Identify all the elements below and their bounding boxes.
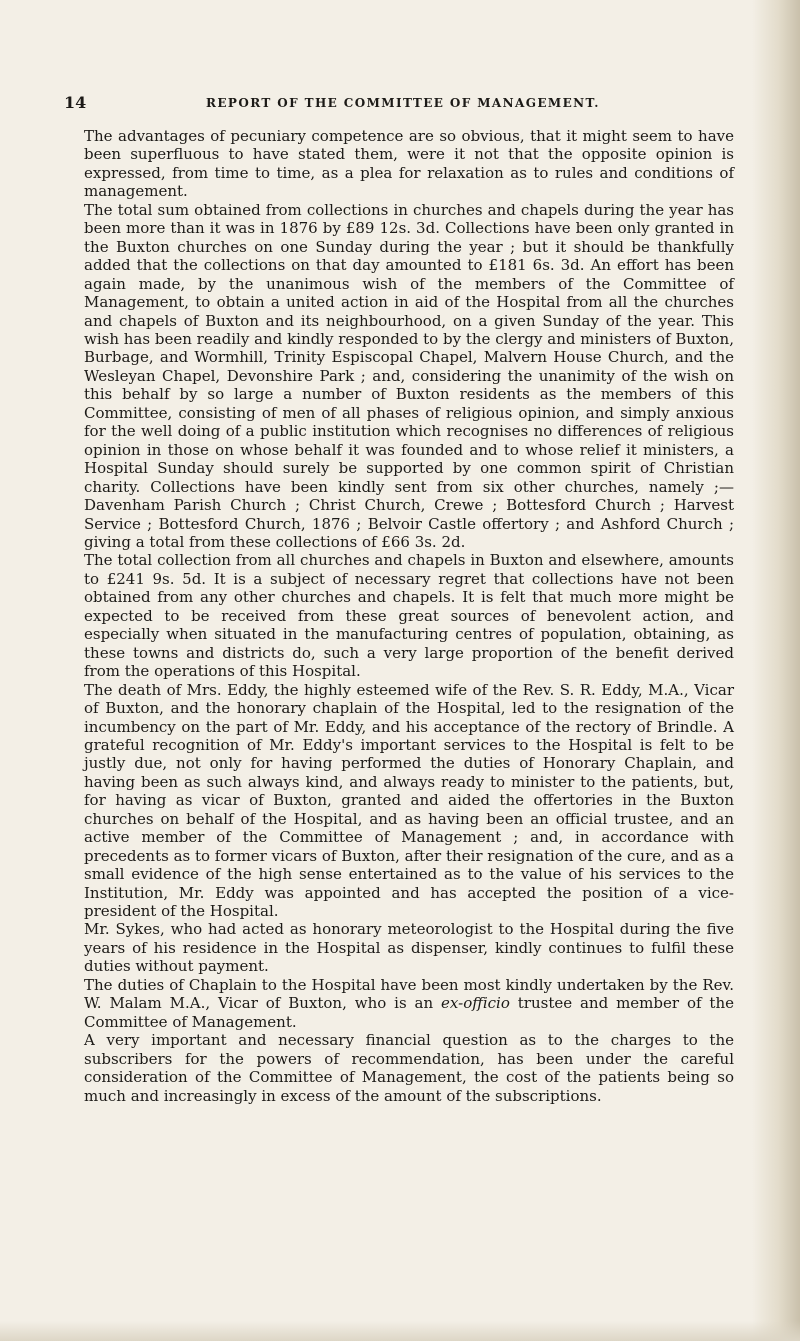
page-header [64, 93, 736, 113]
page-edge-shadow [752, 0, 800, 1341]
running-head: REPORT OF THE COMMITTEE OF MANAGEMENT. [206, 96, 600, 110]
paragraph-total-collection: The total collection from all churches and chapels in Buxton and elsewhere, amounts to £241 9s. 5d. It is a subject of necessary regret that collections have not been obtained from any other churches and chapels. It is felt that much more might be expected to be received from these great sources of benevolent action, and especially when situated in the manufacturing centres of population, obtaining, as these towns and districts do, such a very large proportion of the benefit derived from the operations of this Hospital. [84, 551, 734, 681]
chaplain-text-italic: ex-officio [441, 994, 510, 1013]
paragraph-chaplain-duties [84, 976, 734, 1031]
paragraph-mr-sykes: Mr. Sykes, who had acted as honorary meteorologist to the Hospital during the five years of his residence in the Hospital as dispenser, kindly continues to fulfil these duties without payment. [84, 920, 734, 976]
page-number: 14 [64, 93, 87, 112]
page-bottom-shadow [0, 1321, 800, 1341]
body-text [84, 127, 734, 1105]
paragraph-pecuniary-competence: The advantages of pecuniary competence are so obvious, that it might seem to have been superfluous to have stated them, were it not that the opposite opinion is expressed, from time to time, as a plea for relaxation as to rules and conditions of management. [84, 127, 734, 201]
paragraph-church-collections: The total sum obtained from collections in churches and chapels during the year has been more than it was in 1876 by £89 12s. 3d. Collections have been only granted in the Buxton churches on one Sunday during the year ; but it should be thankfully added that the collections on that day amounted to £181 6s. 3d. An effort has been again made, by the unanimous wish of the members of the Committee of Management, to obtain a united action in aid of the Hospital from all the churches and chapels of Buxton and its neighbourhood, on a given Sunday of the year. This wish has been readily and kindly responded to by the clergy and ministers of Buxton, Burbage, and Wormhill, Trinity Espiscopal Chapel, Malvern House Church, and the Wesleyan Chapel, Devonshire Park ; and, considering the unanimity of the wish on this behalf by so large a number of Buxton residents as the members of this Committee, consisting of men of all phases of religious opinion, and simply anxious for the well doing of a public institution which recognises no differences of religious opinion in those on whose behalf it was founded and to whose relief it ministers, a Hospital Sunday should surely be supported by one common spirit of Christian charity. Collections have been kindly sent from six other churches, namely ;—Davenham Parish Church ; Christ Church, Crewe ; Bottesford Church ; Harvest Service ; Bottesford Church, 1876 ; Belvoir Castle offertory ; and Ashford Church ; giving a total from these collections of £66 3s. 2d. [84, 200, 734, 551]
paragraph-financial-question: A very important and necessary financial question as to the charges to the subscribers for the powers of recommendation, has been under the careful consideration of the Committee of Management, the cost of the patients being so much and increasingly in excess of the amount of the subscriptions. [84, 1031, 734, 1105]
paragraph-mrs-eddy: The death of Mrs. Eddy, the highly esteemed wife of the Rev. S. R. Eddy, M.A., Vicar of Buxton, and the honorary chaplain of the Hospital, led to the resignation of the incumbency on the part of Mr. Eddy, and his acceptance of the rectory of Brindle. A grateful recognition of Mr. Eddy's important services to the Hospital is felt to be justly due, not only for having performed the duties of Honorary Chaplain, and having been as such always kind, and always ready to minister to the patients, but, for having as vicar of Buxton, granted and aided the offertories in the Buxton churches on behalf of the Hospital, and as having been an official trustee, and an active member of the Committee of Management ; and, in accordance with precedents as to former vicars of Buxton, after their resignation of the cure, and as a small evidence of the high sense entertained as to the value of his services to the Institution, Mr. Eddy was appointed and has accepted the position of a vice-president of the Hospital. [84, 680, 734, 921]
chaplain-text-after: trustee and member of the Committee of Management. [84, 994, 734, 1031]
chaplain-text-before: The duties of Chaplain to the Hospital have been most kindly undertaken by the Rev. W. Malam M.A., Vicar of Buxton, who is an [84, 975, 734, 1013]
